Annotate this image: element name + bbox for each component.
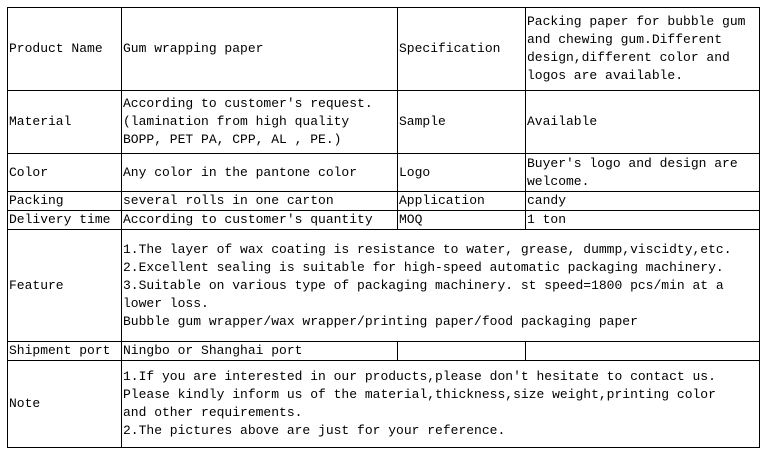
- label-specification: Specification: [398, 8, 526, 91]
- label-note: Note: [8, 361, 122, 448]
- row-packing: [8, 192, 760, 211]
- value-moq: 1 ton: [526, 211, 760, 230]
- row-color: [8, 154, 760, 192]
- value-delivery-time: According to customer's quantity: [122, 211, 398, 230]
- label-delivery-time: Delivery time: [8, 211, 122, 230]
- empty-cell: [526, 342, 760, 361]
- value-shipment-port: Ningbo or Shanghai port: [122, 342, 398, 361]
- label-application: Application: [398, 192, 526, 211]
- label-packing: Packing: [8, 192, 122, 211]
- row-note: [8, 361, 760, 448]
- label-feature: Feature: [8, 230, 122, 342]
- label-sample: Sample: [398, 91, 526, 154]
- value-logo: Buyer's logo and design are welcome.: [526, 154, 760, 192]
- value-specification: Packing paper for bubble gum and chewing gum.Different design,different color and logos are available.: [526, 8, 760, 91]
- value-note: 1.If you are interested in our products,please don't hesitate to contact us. Please kindly inform us of the material,thickness,size weight,printing color and other requirements. 2.The pictures above are just for your reference.: [122, 361, 760, 448]
- row-feature: [8, 230, 760, 342]
- value-packing: several rolls in one carton: [122, 192, 398, 211]
- label-material: Material: [8, 91, 122, 154]
- label-product-name: Product Name: [8, 8, 122, 91]
- value-product-name: Gum wrapping paper: [122, 8, 398, 91]
- row-product-name: [8, 8, 760, 91]
- label-shipment-port: Shipment port: [8, 342, 122, 361]
- row-delivery-time: [8, 211, 760, 230]
- label-logo: Logo: [398, 154, 526, 192]
- value-feature: 1.The layer of wax coating is resistance to water, grease, dummp,viscidty,etc. 2.Excellent sealing is suitable for high-speed automatic packaging machinery. 3.Suitable on various type of packaging machinery. st speed=1800 pcs/min at a lower loss. Bubble gum wrapper/wax wrapper/printing paper/food packaging paper: [122, 230, 760, 342]
- value-application: candy: [526, 192, 760, 211]
- product-spec-table: [7, 7, 760, 448]
- value-sample: Available: [526, 91, 760, 154]
- empty-cell: [398, 342, 526, 361]
- label-color: Color: [8, 154, 122, 192]
- row-material: [8, 91, 760, 154]
- value-material: According to customer's request. (lamination from high quality BOPP, PET PA, CPP, AL , PE.): [122, 91, 398, 154]
- label-moq: MOQ: [398, 211, 526, 230]
- row-shipment-port: [8, 342, 760, 361]
- value-color: Any color in the pantone color: [122, 154, 398, 192]
